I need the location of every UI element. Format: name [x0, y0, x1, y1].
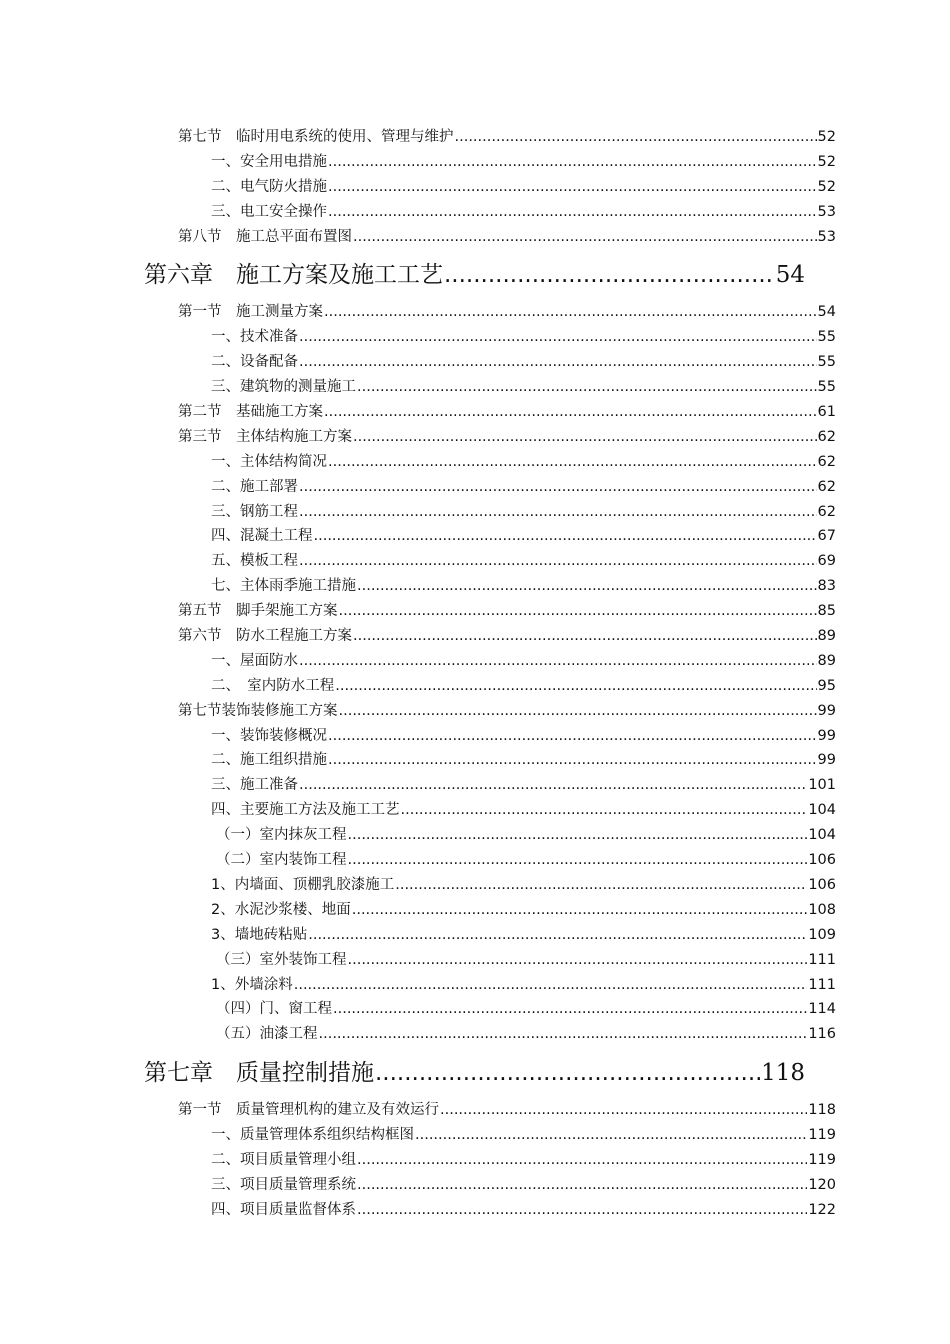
toc-dot-leader	[357, 574, 817, 599]
toc-entry-title: 二、施工组织措施	[211, 752, 327, 769]
toc-entry-page-number: 53	[817, 228, 836, 245]
toc-entry-page-number: 67	[817, 528, 836, 545]
toc-dot-leader	[308, 923, 807, 948]
toc-dot-leader	[348, 848, 808, 873]
toc-dot-leader	[444, 253, 775, 297]
toc-entry[interactable]	[0, 649, 836, 674]
toc-dot-leader	[375, 1051, 760, 1095]
toc-entry-page-number: 111	[808, 951, 836, 968]
toc-entry[interactable]	[0, 973, 836, 998]
toc-entry[interactable]	[0, 748, 836, 773]
toc-entry-page-number: 83	[817, 578, 836, 595]
toc-dot-leader	[319, 1022, 808, 1047]
toc-entry-title: 三、钢筋工程	[211, 503, 298, 520]
toc-entry-title: 一、装饰装修概况	[211, 727, 327, 744]
toc-entry-title: 二、施工部署	[211, 478, 298, 495]
toc-entry[interactable]	[0, 350, 836, 375]
toc-entry[interactable]	[0, 225, 836, 250]
toc-entry[interactable]	[0, 898, 836, 923]
toc-dot-leader	[348, 948, 808, 973]
toc-entry-page-number: 85	[817, 603, 836, 620]
toc-dot-leader	[357, 1148, 807, 1173]
toc-entry-title: 第六节 防水工程施工方案	[178, 628, 352, 645]
toc-entry-title: 四、混凝土工程	[211, 528, 313, 545]
toc-entry-title: 一、质量管理体系组织结构框图	[211, 1127, 414, 1144]
table-of-contents	[0, 125, 950, 1223]
toc-entry-page-number: 89	[817, 628, 836, 645]
toc-dot-leader	[357, 375, 817, 400]
toc-dot-leader	[299, 325, 817, 350]
toc-entry[interactable]	[0, 175, 836, 200]
toc-entry-page-number: 118	[808, 1102, 836, 1119]
toc-entry-page-number: 111	[808, 976, 836, 993]
toc-entry-page-number: 116	[808, 1026, 836, 1043]
toc-entry[interactable]	[0, 500, 836, 525]
toc-dot-leader	[299, 549, 817, 574]
toc-entry-page-number: 53	[817, 203, 836, 220]
toc-dot-leader	[357, 1173, 807, 1198]
toc-entry[interactable]	[0, 574, 836, 599]
toc-dot-leader	[328, 200, 817, 225]
toc-entry[interactable]	[0, 125, 836, 150]
toc-entry-title: 一、安全用电措施	[211, 153, 327, 170]
toc-dot-leader	[299, 475, 817, 500]
toc-entry[interactable]	[0, 1148, 836, 1173]
toc-entry-title: 二、电气防火措施	[211, 178, 327, 195]
toc-chapter-entry[interactable]	[0, 1051, 805, 1095]
toc-entry-page-number: 69	[817, 553, 836, 570]
toc-entry-title: 三、施工准备	[211, 777, 298, 794]
toc-dot-leader	[328, 724, 817, 749]
toc-entry-title: 第二节 基础施工方案	[178, 404, 323, 421]
toc-entry-title: （四）门、窗工程	[216, 1001, 332, 1018]
toc-entry-title: 二、设备配备	[211, 354, 298, 371]
toc-entry[interactable]	[0, 150, 836, 175]
toc-entry[interactable]	[0, 400, 836, 425]
toc-entry[interactable]	[0, 599, 836, 624]
toc-entry[interactable]	[0, 699, 836, 724]
toc-dot-leader	[299, 773, 807, 798]
toc-dot-leader	[328, 175, 817, 200]
toc-entry-title: 一、屋面防水	[211, 652, 298, 669]
toc-entry-page-number: 101	[808, 777, 836, 794]
toc-chapter-entry[interactable]	[0, 253, 805, 297]
toc-entry[interactable]	[0, 823, 836, 848]
toc-entry[interactable]	[0, 624, 836, 649]
toc-dot-leader	[299, 500, 817, 525]
toc-dot-leader	[328, 748, 817, 773]
toc-entry-title: 三、电工安全操作	[211, 203, 327, 220]
toc-entry-page-number: 62	[817, 478, 836, 495]
toc-entry[interactable]	[0, 549, 836, 574]
toc-dot-leader	[299, 350, 817, 375]
toc-dot-leader	[455, 125, 817, 150]
toc-dot-leader	[352, 898, 808, 923]
toc-entry-page-number: 55	[817, 354, 836, 371]
toc-entry-title: 二、 室内防水工程	[211, 677, 335, 694]
toc-entry[interactable]	[0, 450, 836, 475]
toc-dot-leader	[353, 225, 817, 250]
toc-entry-title: 第三节 主体结构施工方案	[178, 428, 352, 445]
toc-entry-page-number: 99	[817, 752, 836, 769]
toc-entry-page-number: 114	[808, 1001, 836, 1018]
toc-entry-title: 第七节装饰装修施工方案	[178, 702, 338, 719]
toc-entry[interactable]	[0, 1123, 836, 1148]
toc-entry-page-number: 95	[817, 677, 836, 694]
toc-entry-title: 二、项目质量管理小组	[211, 1151, 356, 1168]
toc-entry-title: 1、外墙涂料	[211, 976, 293, 993]
toc-entry[interactable]	[0, 923, 836, 948]
toc-entry-page-number: 99	[817, 727, 836, 744]
toc-entry[interactable]	[0, 848, 836, 873]
toc-dot-leader	[353, 624, 817, 649]
toc-entry[interactable]	[0, 524, 836, 549]
toc-dot-leader	[348, 823, 808, 848]
toc-entry[interactable]	[0, 798, 836, 823]
toc-entry-page-number: 62	[817, 453, 836, 470]
toc-entry[interactable]	[0, 773, 836, 798]
toc-entry-title: 第八节 施工总平面布置图	[178, 228, 352, 245]
toc-entry[interactable]	[0, 200, 836, 225]
toc-dot-leader	[339, 699, 817, 724]
toc-entry-page-number: 122	[808, 1201, 836, 1218]
toc-entry-title: 四、项目质量监督体系	[211, 1201, 356, 1218]
toc-entry[interactable]	[0, 948, 836, 973]
toc-dot-leader	[357, 1198, 807, 1223]
toc-entry-title: 第七节 临时用电系统的使用、管理与维护	[178, 129, 454, 145]
toc-entry-title: 1、内墙面、顶棚乳胶漆施工	[211, 876, 395, 893]
toc-dot-leader	[353, 425, 817, 450]
toc-dot-leader	[294, 973, 808, 998]
toc-entry-page-number: 54	[775, 262, 805, 289]
toc-entry-title: （五）油漆工程	[216, 1026, 318, 1043]
toc-entry-title: 第一节 施工测量方案	[178, 304, 323, 321]
toc-entry[interactable]	[0, 1198, 836, 1223]
toc-entry-page-number: 120	[808, 1176, 836, 1193]
toc-entry-title: 七、主体雨季施工措施	[211, 578, 356, 595]
toc-dot-leader	[401, 798, 808, 823]
toc-entry[interactable]	[0, 997, 836, 1022]
toc-dot-leader	[339, 599, 817, 624]
toc-entry-title: 五、模板工程	[211, 553, 298, 570]
toc-dot-leader	[335, 674, 816, 699]
toc-entry-page-number: 52	[817, 153, 836, 170]
toc-entry-title: 第七章 质量控制措施	[144, 1060, 374, 1087]
toc-entry-page-number: 54	[817, 304, 836, 321]
toc-entry-page-number: 55	[817, 379, 836, 396]
toc-entry-title: （三）室外装饰工程	[216, 951, 347, 968]
toc-entry-page-number: 55	[817, 329, 836, 346]
toc-entry-page-number: 52	[817, 178, 836, 195]
toc-entry[interactable]	[0, 873, 836, 898]
toc-entry-page-number: 109	[808, 926, 836, 943]
toc-entry[interactable]	[0, 300, 836, 325]
toc-dot-leader	[314, 524, 817, 549]
toc-dot-leader	[324, 400, 817, 425]
toc-dot-leader	[299, 649, 817, 674]
toc-entry-page-number: 89	[817, 652, 836, 669]
toc-entry[interactable]	[0, 375, 836, 400]
toc-entry[interactable]	[0, 1022, 836, 1047]
toc-entry[interactable]	[0, 475, 836, 500]
toc-entry-page-number: 106	[808, 876, 836, 893]
toc-entry-title: 三、建筑物的测量施工	[211, 379, 356, 396]
toc-entry-title: 一、主体结构简况	[211, 453, 327, 470]
toc-dot-leader	[328, 450, 817, 475]
toc-entry-title: 第一节 质量管理机构的建立及有效运行	[178, 1102, 439, 1119]
toc-dot-leader	[324, 300, 817, 325]
toc-entry[interactable]	[0, 724, 836, 749]
toc-dot-leader	[333, 997, 807, 1022]
toc-entry-title: （一）室内抹灰工程	[216, 827, 347, 844]
toc-entry-title: 3、墙地砖粘贴	[211, 926, 308, 943]
toc-entry-page-number: 62	[817, 503, 836, 520]
toc-entry-page-number: 119	[808, 1127, 836, 1144]
toc-entry-page-number: 52	[817, 129, 836, 145]
toc-entry-page-number: 118	[761, 1060, 805, 1087]
toc-entry-title: 第五节 脚手架施工方案	[178, 603, 338, 620]
toc-entry[interactable]	[0, 425, 836, 450]
toc-dot-leader	[395, 873, 807, 898]
toc-entry-page-number: 104	[808, 827, 836, 844]
toc-dot-leader	[415, 1123, 807, 1148]
toc-entry-title: （二）室内装饰工程	[216, 852, 347, 869]
toc-entry[interactable]	[0, 674, 836, 699]
toc-entry-title: 一、技术准备	[211, 329, 298, 346]
toc-entry[interactable]	[0, 1173, 836, 1198]
toc-entry-title: 四、主要施工方法及施工工艺	[211, 802, 400, 819]
toc-entry-page-number: 108	[808, 901, 836, 918]
toc-dot-leader	[440, 1098, 807, 1123]
toc-entry[interactable]	[0, 325, 836, 350]
toc-entry-page-number: 106	[808, 852, 836, 869]
toc-entry-page-number: 104	[808, 802, 836, 819]
toc-entry-title: 2、水泥沙浆楼、地面	[211, 901, 351, 918]
toc-entry-title: 第六章 施工方案及施工工艺	[144, 262, 443, 289]
toc-entry-page-number: 119	[808, 1151, 836, 1168]
toc-dot-leader	[328, 150, 817, 175]
toc-entry-page-number: 99	[817, 702, 836, 719]
toc-entry-page-number: 62	[817, 428, 836, 445]
toc-entry[interactable]	[0, 1098, 836, 1123]
toc-entry-title: 三、项目质量管理系统	[211, 1176, 356, 1193]
toc-entry-page-number: 61	[817, 404, 836, 421]
